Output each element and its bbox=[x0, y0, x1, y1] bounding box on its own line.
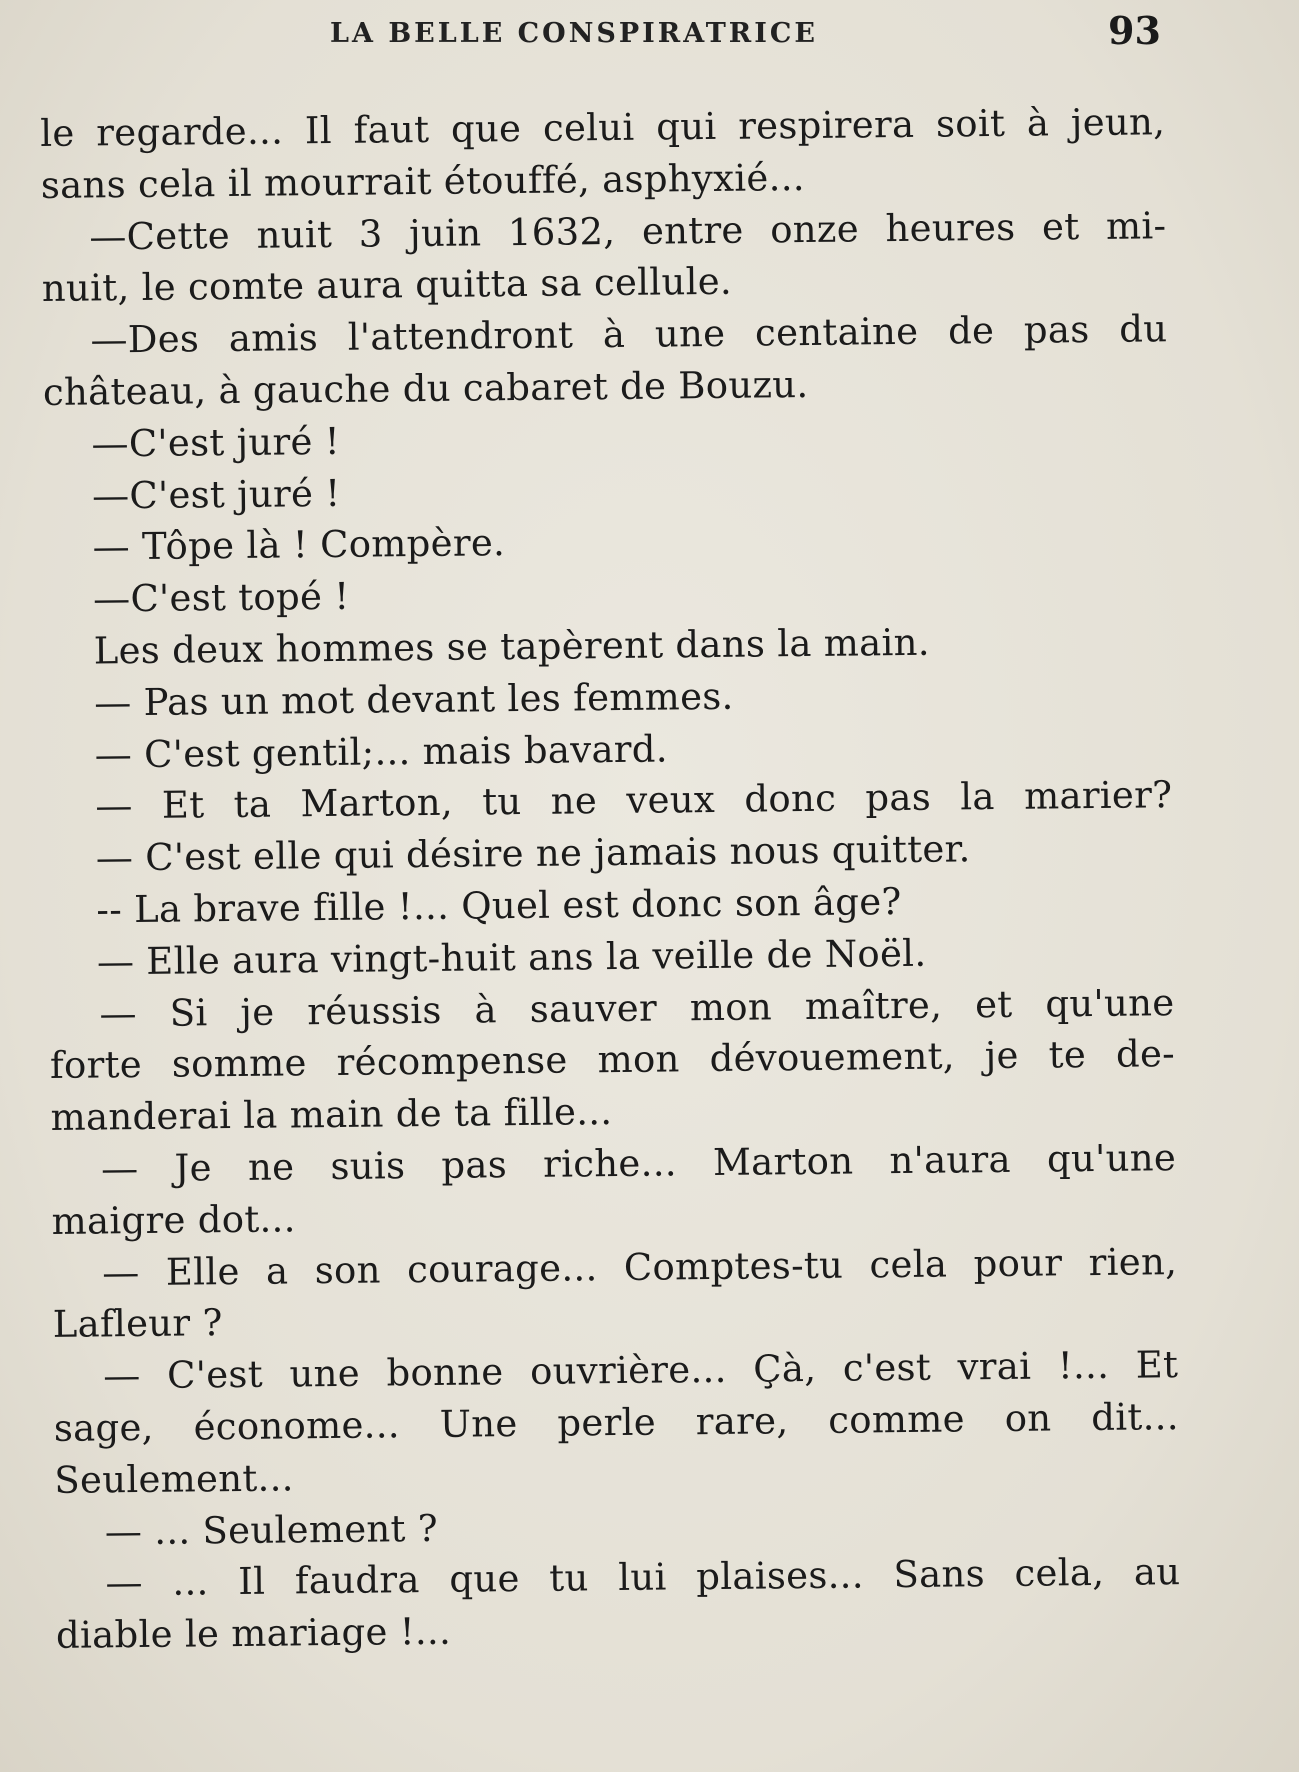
text-line: château, à gauche du cabaret de Bouzu. bbox=[42, 362, 809, 414]
text-line: le regarde... Il faut que celui qui respirera soit à jeun, bbox=[40, 100, 1166, 155]
text-line: — Elle a son courage... Comptes-tu cela pour rien, bbox=[101, 1239, 1178, 1294]
text-line: nuit, le comte aura quitta sa cellule. bbox=[41, 260, 733, 311]
text-line: — Et ta Marton, tu ne veux donc pas la marier? bbox=[95, 773, 1173, 828]
text-line: — C'est une bonne ouvrière... Çà, c'est vrai !... Et bbox=[103, 1343, 1179, 1398]
text-line: — C'est elle qui désire ne jamais nous quitter. bbox=[95, 827, 971, 880]
text-line: —Des amis l'attendront à une centaine de pas du bbox=[90, 307, 1168, 362]
text-line: —C'est juré ! bbox=[91, 471, 341, 518]
text-line: Les deux hommes se tapèrent dans la main. bbox=[93, 620, 931, 673]
text-line: sage, économe... Une perle rare, comme on dit... bbox=[53, 1395, 1179, 1450]
text-line: —Cette nuit 3 juin 1632, entre onze heures et mi- bbox=[89, 203, 1167, 259]
running-head: LA BELLE CONSPIRATRICE bbox=[330, 18, 818, 49]
text-line: diable le mariage !... bbox=[55, 1609, 452, 1658]
text-line: — Elle aura vingt-huit ans la veille de Noël. bbox=[96, 931, 927, 984]
text-line: Lafleur ? bbox=[52, 1301, 223, 1347]
text-line: manderai la main de ta fille... bbox=[50, 1090, 613, 1140]
text-line: — Je ne suis pas riche... Marton n'aura qu'une bbox=[100, 1136, 1177, 1191]
text-line: forte somme récompense mon dévouement, je te de- bbox=[49, 1032, 1176, 1088]
text-line: — ... Seulement ? bbox=[104, 1506, 439, 1553]
text-line: —C'est topé ! bbox=[92, 574, 350, 621]
text-line: — Si je réussis à sauver mon maître, et qu'une bbox=[99, 980, 1175, 1035]
text-line: — Tôpe là ! Compère. bbox=[92, 521, 506, 569]
page-number: 93 bbox=[1108, 8, 1161, 53]
text-line: — Pas un mot devant les femmes. bbox=[94, 674, 734, 725]
text-line: sans cela il mourrait étouffé, asphyxié... bbox=[40, 155, 806, 207]
text-line: —C'est juré ! bbox=[91, 419, 341, 466]
text-line: — C'est gentil;... mais bavard. bbox=[94, 727, 669, 777]
text-line: — ... Il faudra que tu lui plaises... Sans cela, au bbox=[105, 1550, 1181, 1605]
text-line: -- La brave fille !... Quel est donc son âge? bbox=[96, 879, 902, 932]
text-line: maigre dot... bbox=[51, 1197, 296, 1243]
text-line: Seulement... bbox=[54, 1456, 294, 1502]
body-text bbox=[40, 96, 1181, 1662]
